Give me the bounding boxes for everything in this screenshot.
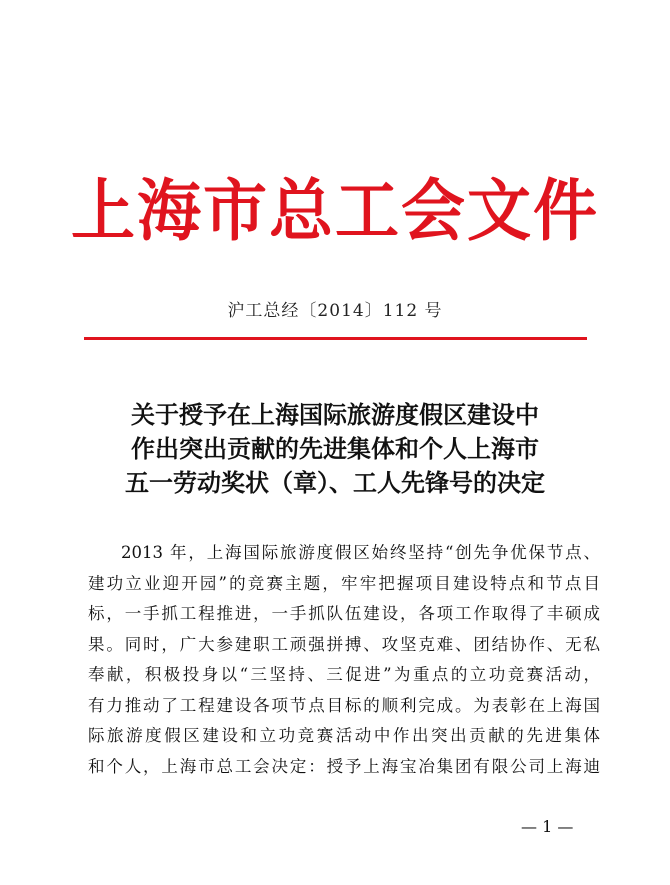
body-line: 际旅游度假区建设和立功竞赛活动中作出突出贡献的先进集体 [88,726,600,745]
body-paragraph [88,538,600,782]
page-number: — 1 — [521,817,574,836]
body-line: 2013 年，上海国际旅游度假区始终坚持“创先争优保节点、 [121,543,600,562]
title-line: 五一劳动奖状（章）、工人先锋号的决定 [125,468,545,497]
body-line: 奉献，积极投身以“三坚持、三促进”为重点的立功竞赛活动， [88,665,600,684]
body-line: 和个人，上海市总工会决定：授予上海宝冶集团有限公司上海迪 [88,756,600,776]
document-title [0,398,670,500]
body-line: 果。同时，广大参建职工顽强拼搏、攻坚克难、团结协作、无私 [88,634,600,654]
document-number: 沪工总经〔2014〕112 号 [227,301,443,321]
body-line: 有力推动了工程建设各项节点目标的顺利完成。为表彰在上海国 [88,695,600,715]
red-divider-line [84,337,587,340]
body-line: 建功立业迎开园”的竞赛主题，牢牢把握项目建设特点和节点目 [88,573,600,593]
masthead-title: 上海市总工会文件 [71,172,599,251]
body-line: 标，一手抓工程推进，一手抓队伍建设，各项工作取得了丰硕成 [88,604,600,623]
title-line: 作出突出贡献的先进集体和个人上海市 [131,434,539,463]
title-line: 关于授予在上海国际旅游度假区建设中 [131,400,539,429]
